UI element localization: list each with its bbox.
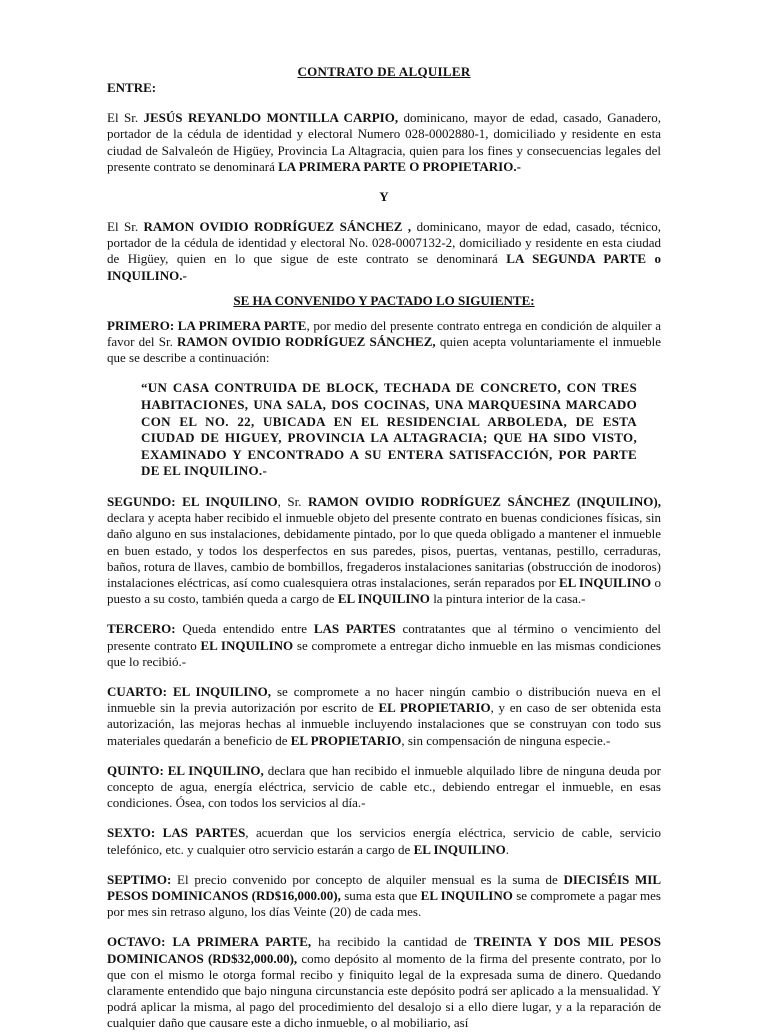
clause-segundo-bold-3: EL INQUILINO bbox=[337, 591, 430, 607]
clause-tercero-text-1: Queda entendido entre bbox=[175, 621, 314, 637]
clause-cuarto-text-3: , sin compensación de ninguna especie.- bbox=[401, 732, 611, 748]
clause-sexto-text-2: . bbox=[505, 841, 509, 857]
agreement-heading: SE HA CONVENIDO Y PACTADO LO SIGUIENTE: bbox=[233, 292, 535, 308]
clause-sexto-label: SEXTO: LAS PARTES bbox=[107, 825, 246, 841]
clause-segundo-bold-2: EL INQUILINO bbox=[558, 575, 652, 591]
clause-octavo-label: OCTAVO: LA PRIMERA PARTE, bbox=[107, 934, 312, 950]
clause-octavo-bold-1: TREINTA Y DOS MIL PESOS DOMINICANOS (RD$32,000.00), bbox=[107, 934, 661, 966]
clause-segundo-label: SEGUNDO: EL INQUILINO bbox=[107, 494, 278, 509]
clause-primero bbox=[107, 318, 661, 367]
party-one-paragraph bbox=[107, 110, 661, 175]
clause-septimo-text-3: se compromete a pagar mes por mes sin retraso alguno, los días Veinte (20) de cada mes. bbox=[107, 888, 661, 920]
clause-cuarto-bold-2: EL PROPIETARIO bbox=[290, 732, 402, 748]
clause-segundo-text-4: la pintura interior de la casa.- bbox=[429, 591, 586, 607]
clause-tercero-bold-1: LAS PARTES bbox=[313, 621, 396, 637]
clause-primero-label: PRIMERO: LA PRIMERA PARTE bbox=[107, 317, 307, 333]
clause-cuarto-text-1: se compromete a no hacer ningún cambio o distribución nueva en el inmueble sin la previa autorización por escrito de bbox=[107, 684, 661, 716]
clause-segundo-text-2: declara y acepta haber recibido el inmueble objeto del presente contrato en buenas condiciones físicas, sin daño alguno en sus instalaciones, debidamente pintado, por lo que queda obligado a mantener el inmueble en buen estado, y todos los desperfectos en sus paredes, pisos, puertas, ventanas, pestillo, cerraduras, baños, rotura de llaves, cambio de bombillos, fregaderos instalaciones sanitarias (obstrucción de inodoros) instalaciones eléctricas, así como cualesquiera otras instalaciones, serán reparados por bbox=[107, 510, 661, 591]
party-two-role: LA SEGUNDA PARTE o INQUILINO.- bbox=[107, 251, 662, 283]
contract-body bbox=[107, 64, 661, 1032]
party-two-paragraph bbox=[107, 219, 661, 284]
clause-quinto-label: QUINTO: EL INQUILINO, bbox=[107, 762, 264, 778]
clause-tercero-text-3: se compromete a entregar dicho inmueble en las mismas condiciones que lo recibió.- bbox=[107, 637, 661, 669]
and-separator: Y bbox=[379, 189, 389, 205]
clause-septimo-bold-1: DIECISÉIS MIL PESOS DOMINICANOS (RD$16,000.00), bbox=[107, 871, 661, 904]
clause-septimo-label: SEPTIMO: bbox=[107, 871, 172, 887]
clause-quinto-text-1: declara que han recibido el inmueble alquilado libre de ninguna deuda por concepto de agua, energía eléctrica, servicio de cable etc., debiendo entregar el inmueble, en esas condiciones. Ósea, con todos los servicios al día.- bbox=[107, 762, 661, 811]
party-two-details: dominicano, mayor de edad, casado, técnico, portador de la cédula de identidad y electoral No. 028-0007132-2, domiciliado y residente en esta ciudad de Higüey, quien en lo que sigue de este contrato se denominará bbox=[107, 219, 661, 267]
clause-cuarto-bold-1: EL PROPIETARIO bbox=[378, 700, 491, 716]
clause-primero-text-2: quien acepta voluntariamente el inmueble que se describe a continuación: bbox=[107, 334, 661, 366]
property-description-quote: “UN CASA CONTRUIDA DE BLOCK, TECHADA DE CONCRETO, CON TRES HABITACIONES, UNA SALA, DOS COCINAS, UNA MARQUESINA MARCADO CON EL NO. 22, UBICADA EN EL RESIDENCIAL ARBOLEDA, DE ESTA CIUDAD DE HIGUEY, PROVINCIA LA ALTAGRACIA; QUE HA SIDO VISTO, EXAMINADO Y ENCONTRADO A SU ENTERA SATISFACCIÓN, POR PARTE DE EL INQUILINO.- bbox=[141, 380, 637, 479]
party-one-details: dominicano, mayor de edad, casado, Ganadero, portador de la cédula de identidad y electoral Numero 028-0002880-1, domiciliado y residente en esta ciudad de Salvaleón de Higüey, Provincia La Altagracia, quien para los fines y consecuencias legales del presente contrato se denominará bbox=[107, 110, 661, 174]
party-one-prefix: El Sr. bbox=[107, 110, 144, 126]
party-two-name: RAMON OVIDIO RODRÍGUEZ SÁNCHEZ , bbox=[143, 219, 412, 235]
clause-segundo bbox=[107, 494, 661, 607]
clause-septimo-text-1: El precio convenido por concepto de alquiler mensual es la suma de bbox=[171, 871, 564, 887]
clause-septimo bbox=[107, 872, 661, 921]
clause-tercero-label: TERCERO: bbox=[107, 621, 176, 637]
entre-label: ENTRE: bbox=[107, 80, 157, 95]
clause-octavo bbox=[107, 934, 661, 1031]
clause-tercero-text-2: contratantes que al término o vencimiento del presente contrato bbox=[107, 621, 661, 653]
clause-segundo-text-1: , Sr. bbox=[277, 494, 308, 509]
party-one-name: JESÚS REYANLDO MONTILLA CARPIO, bbox=[143, 110, 399, 126]
clause-tercero bbox=[107, 621, 661, 670]
clause-cuarto-text-2: , y en caso de ser obtenida esta autorización, las mejoras hechas al inmueble incluyendo instalaciones que se construyan con todo sus materiales quedarán a beneficio de bbox=[107, 700, 662, 748]
party-two-prefix: El Sr. bbox=[107, 219, 144, 235]
clause-tercero-bold-2: EL INQUILINO bbox=[200, 637, 294, 653]
clause-quinto bbox=[107, 763, 661, 812]
clause-septimo-bold-2: EL INQUILINO bbox=[420, 888, 513, 904]
clause-octavo-text-2: como depósito al momento de la firma del presente contrato, por lo que con el mismo le otorga formal recibo y finiquito legal de la expresada suma de dinero. Quedando claramente entendido que bajo ninguna circunstancia este depósito podrá ser aplicado a la mensualidad. Y podrá aplicar la misma, al pago del procedimiento del desalojo si a ello diere lugar, y a la reparación de cualquier daño que causare este a dicho inmueble, o al mobiliario, así bbox=[107, 950, 662, 1031]
document-title: CONTRATO DE ALQUILER bbox=[297, 64, 471, 79]
clause-cuarto bbox=[107, 684, 661, 749]
clause-segundo-bold-1: RAMON OVIDIO RODRÍGUEZ SÁNCHEZ (INQUILINO), bbox=[308, 494, 661, 509]
clause-cuarto-label: CUARTO: EL INQUILINO, bbox=[107, 684, 272, 700]
clause-primero-bold-1: RAMON OVIDIO RODRÍGUEZ SÁNCHEZ, bbox=[177, 334, 436, 350]
clause-sexto-bold-1: EL INQUILINO bbox=[413, 841, 506, 857]
clause-primero-text-1: , por medio del presente contrato entrega en condición de alquiler a favor del Sr. bbox=[107, 317, 662, 350]
clause-sexto-text-1: , acuerdan que los servicios energía eléctrica, servicio de cable, servicio telefónico, etc. y cualquier otro servicio estarán a cargo de bbox=[107, 825, 661, 857]
party-one-role: LA PRIMERA PARTE O PROPIETARIO.- bbox=[278, 158, 521, 174]
clause-segundo-text-3: o puesto a su costo, también queda a cargo de bbox=[107, 575, 661, 607]
clause-septimo-text-2: suma esta que bbox=[340, 888, 421, 904]
clause-sexto bbox=[107, 825, 661, 857]
clause-octavo-text-1: ha recibido la cantidad de bbox=[311, 934, 474, 950]
